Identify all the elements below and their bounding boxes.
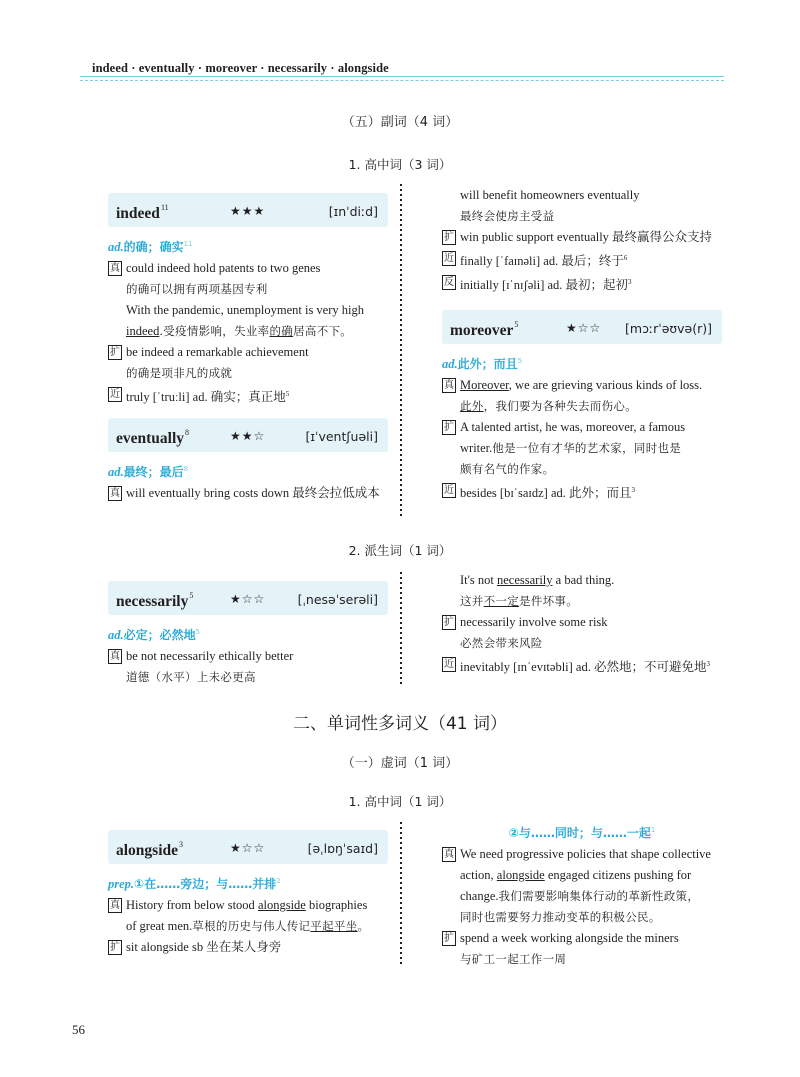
sense-line: ②与……同时；与……一起$^1$ xyxy=(508,826,656,840)
star-rating: ★☆☆ xyxy=(230,841,266,855)
left-column-1 xyxy=(108,193,388,504)
example-real: 真 will eventually bring costs down 最终会拉低成本 xyxy=(110,486,380,501)
example-continued-cn: 这并不一定是件坏事。 xyxy=(460,594,579,608)
left-column-3 xyxy=(108,830,388,958)
tag-expand: 扩 xyxy=(444,232,454,243)
example-real: 真 be not necessarily ethically better 道德（水平）上未必更高 xyxy=(110,649,294,684)
section-title-function-words: （一）虚词（1 词） xyxy=(341,756,459,771)
example-expand: 扩 sit alongside sb 坐在某人身旁 xyxy=(110,940,282,954)
frequency: 5 xyxy=(514,320,519,330)
right-column-1 xyxy=(442,185,722,504)
header-rule xyxy=(80,76,724,77)
sense-line: ad.最终；最后$^8$ xyxy=(108,465,189,480)
example-real: 真 could indeed hold patents to two genes 的确可以拥有两项基因专利 With the pandemic, unemployment is very high indeed.受疫情影响，失业率的确居高不下。 xyxy=(110,261,364,338)
column-divider xyxy=(397,184,405,516)
example-expand: 扩 necessarily involve some risk 必然会带来风险 xyxy=(444,615,608,650)
frequency: 3 xyxy=(179,840,184,849)
column-divider xyxy=(397,572,405,684)
word-card-alongside xyxy=(108,830,388,864)
synonym: 近 inevitably [ɪnˈevɪtəbli] ad. 必然地；不可避免地$^3$ xyxy=(444,659,710,675)
section-title-adverbs: （五）副词（4 词） xyxy=(341,115,459,130)
star-rating: ★☆☆ xyxy=(566,321,602,336)
sense-line: prep.①在……旁边；与……并排$^2$ xyxy=(108,877,281,891)
word-card-moreover xyxy=(442,310,722,344)
example-real: 真 We need progressive policies that shape collective action, alongside engaged citizens pushing for change.我们需要影响集体行动的革新性政策， 同时也需要努力推动变革的积极公民。 xyxy=(444,847,711,924)
tag-opposite: 反 xyxy=(444,277,454,289)
antonym: 反 initially [ɪˈnɪʃəli] ad. 最初；起初$^3$ xyxy=(444,277,632,293)
chapter-title-polysemy: 二、单词性多词义（41 词） xyxy=(292,714,508,734)
left-column-2 xyxy=(108,581,388,688)
star-rating: ★☆☆ xyxy=(230,592,266,606)
tag-expand: 扩 xyxy=(444,617,454,628)
tag-near: 近 xyxy=(110,389,120,400)
example-real: 真 History from below stood alongside biographies of great men.草根的历史与伟人传记平起平坐。 xyxy=(110,898,370,933)
tag-real: 真 xyxy=(110,488,120,500)
word-card-eventually xyxy=(108,418,388,452)
phonetic: [əˌlɒŋˈsaɪd] xyxy=(307,841,378,856)
word-card-indeed xyxy=(108,193,388,227)
phonetic: [mɔːrˈəʊvə(r)] xyxy=(625,321,712,337)
star-rating: ★★★ xyxy=(230,204,266,218)
tag-real: 真 xyxy=(110,900,120,911)
word-card-necessarily xyxy=(108,581,388,615)
sense-line: ad.必定；必然地$^5$ xyxy=(108,628,201,642)
right-column-2 xyxy=(442,570,722,678)
example-continued-cn: 最终会使房主受益 xyxy=(460,209,555,223)
page-number: 56 xyxy=(72,1022,85,1037)
tag-near: 近 xyxy=(444,659,454,670)
synonym: 近 finally [ˈfaɪnəli] ad. 最后；终于$^6$ xyxy=(444,253,628,269)
example-real: 真 Moreover, we are grieving various kinds of loss. 此外，我们要为各种失去而伤心。 xyxy=(444,378,703,414)
example-expand: 扩 win public support eventually 最终赢得公众支持 xyxy=(444,230,713,244)
frequency: 5 xyxy=(189,591,194,600)
synonym: 近 truly [ˈtruːli] ad. 确实；真正地$^5$ xyxy=(110,389,290,405)
tag-near: 近 xyxy=(444,485,454,497)
right-column-3 xyxy=(442,819,722,970)
phonetic: [ɪnˈdiːd] xyxy=(328,204,378,219)
tag-near: 近 xyxy=(444,253,454,264)
tag-expand: 扩 xyxy=(444,933,454,944)
phonetic: [ɪˈventʃuəli] xyxy=(305,429,378,445)
phonetic: [ˌnesəˈserəli] xyxy=(297,592,378,607)
sense-line: ad.此外；而且$^5$ xyxy=(442,357,523,372)
example-expand: 扩 be indeed a remarkable achievement 的确是项非凡的成就 xyxy=(110,345,309,380)
tag-expand: 扩 xyxy=(110,942,120,953)
star-rating: ★★☆ xyxy=(230,429,266,444)
subsection-high-school-2: 1. 高中词（1 词） xyxy=(348,794,452,809)
subsection-high-school-1: 1. 高中词（3 词） xyxy=(348,157,452,172)
synonym: 近 besides [bɪˈsaɪdz] ad. 此外；而且$^3$ xyxy=(444,485,635,501)
tag-expand: 扩 xyxy=(110,347,120,358)
headword: necessarily$^5$ xyxy=(116,591,194,611)
example-expand: 扩 A talented artist, he was, moreover, a famous writer.他是一位有才华的艺术家，同时也是 颇有名气的作家。 xyxy=(444,420,686,477)
headword: eventually$^8$ xyxy=(116,428,190,448)
subsection-derived: 2. 派生词（1 词） xyxy=(348,543,452,558)
running-header: indeed · eventually · moreover · necessarily · alongside xyxy=(92,61,389,75)
headword: moreover$^5$ xyxy=(450,320,519,340)
sense-line: ad.的确；确实$^{11}$ xyxy=(108,240,193,254)
frequency: 8 xyxy=(185,428,190,438)
tag-expand: 扩 xyxy=(444,422,454,434)
tag-real: 真 xyxy=(444,380,454,392)
header-rule-dashed xyxy=(80,80,724,81)
headword: alongside$^3$ xyxy=(116,840,184,860)
headword: indeed$^{11}$ xyxy=(116,203,169,223)
tag-real: 真 xyxy=(444,849,454,860)
example-continued: It's not necessarily a bad thing. xyxy=(460,573,615,587)
example-expand: 扩 spend a week working alongside the miners 与矿工一起工作一周 xyxy=(444,931,679,966)
column-divider xyxy=(397,822,405,964)
frequency: 11 xyxy=(160,203,169,212)
example-continued: will benefit homeowners eventually xyxy=(460,188,640,202)
tag-real: 真 xyxy=(110,651,120,662)
tag-real: 真 xyxy=(110,263,120,274)
